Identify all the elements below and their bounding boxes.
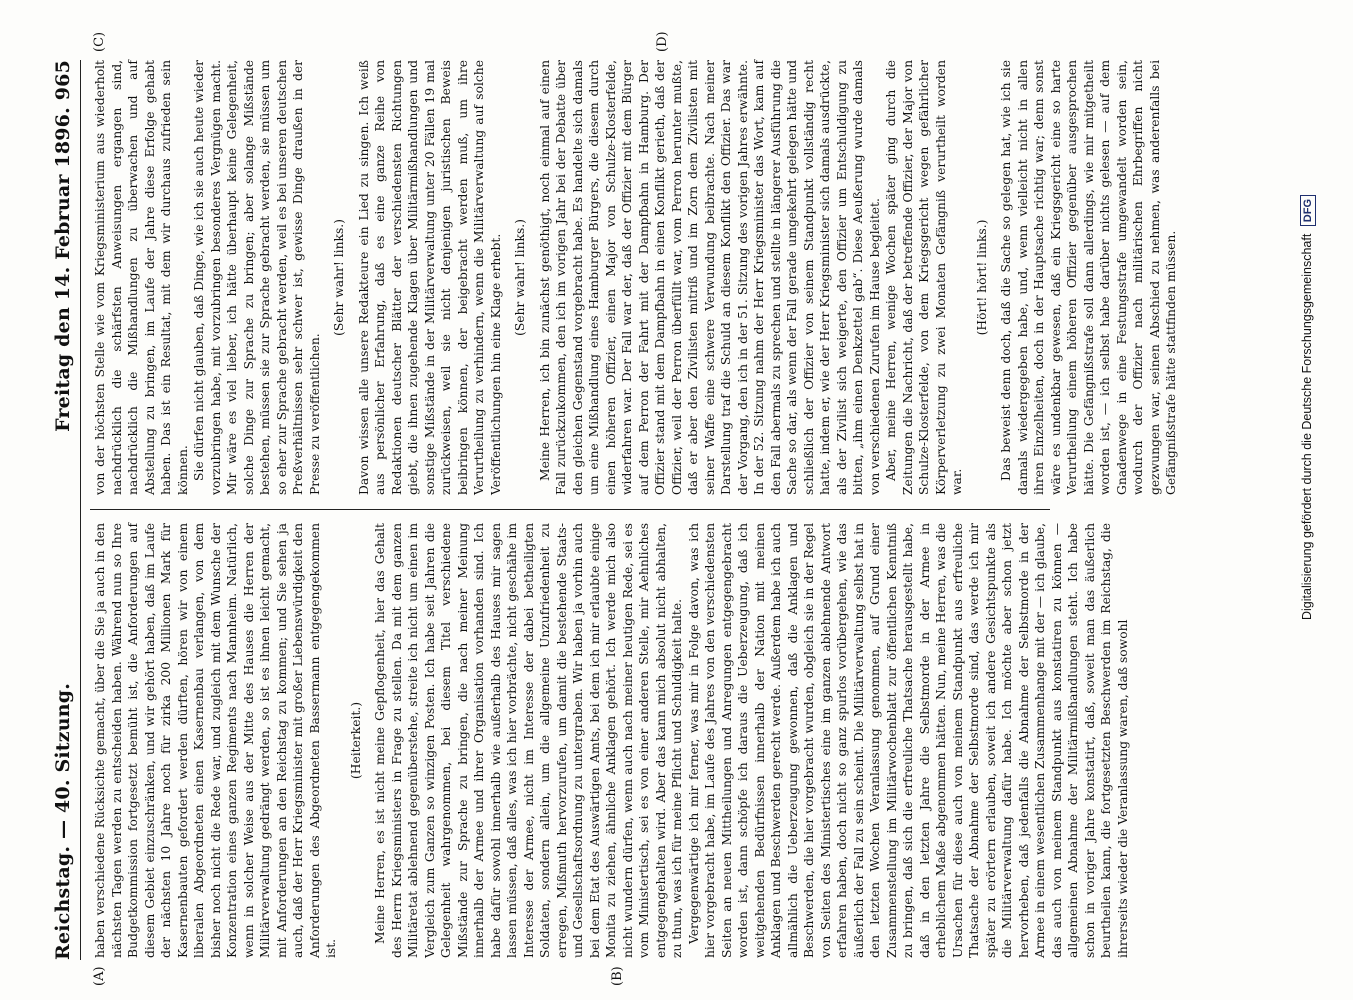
left-paragraph: Vergegenwärtige ich mir ferner, was mir in Folge davon, was ich hier vorgebracht habe, im Laufe des Jahres von den verschiedensten Seiten an neuen Mittheilungen und Anregungen entgegengebracht worden ist, dann schöpfe ich daraus die Ueberzeugung, daß ich weitgehenden Bedürfnissen innerhalb der Nation mit meinen Anklagen und Beschwerden gerecht werde. Außerdem habe ich auch allmählich die Ueberzeugung gewonnen, daß die Anklagen und Beschwerden, die hier vorgebracht wurden, obgleich sie in der Regel von Seiten des Ministertisches eine im ganzen ablehnende Antwort erfahren haben, doch nicht so ganz spurlos vorübergehen, wie das äußerlich der Fall zu sein scheint. Die Militärverwaltung selbst hat in den letzten Wochen Veranlassung genommen, auf Grund einer Zusammenstellung im Militärwochenblatt zur öffentlichen Kenntniß zu bringen, daß sich die erfreuliche Thatsache herausgestellt habe, daß in den letzten Jahre die Selbstmorde in der Armee in erheblichem Maße abgenommen hätten. Nun, meine Herren, was die Ursachen für diese auch von meinem Standpunkt aus erfreuliche Thatsache der Abnahme der Selbstmorde sind, das werde ich mir später zu erörtern erlauben, soweit ich andere Gesichtspunkte als die Militärverwaltung dafür habe. Ich möchte aber schon jetzt hervorheben, daß jedenfalls die Abnahme der Selbstmorde in der Armee in einem wesentlichen Zusammenhange mit der — ich glaube, das auch von meinem Standpunkt aus konstatiren zu können — allgemeinen Abnahme der Militärmißhandlungen steht. Ich habe schon in voriger Jahre konstatirt, daß, soweit man das äußerlich beurtheilen kann, die fortgesetzten Beschwerden im Reichstag, die ihrerseits wieder die Veranlassung waren, daß sowohl bbox=[686, 523, 1130, 958]
right-paragraph: Meine Herren, ich bin zunächst genöthigt, noch einmal auf einen Fall zurückzukommen, den ich im vorigen Jahr bei der Debatte über den gleichen Gegenstand vorgebracht habe. Es handelte sich damals um eine Mißhandlung eines Hamburger Bürgers, die diesem durch einen höheren Offizier, einen Major von Schulze-Klosterfelde, widerfahren war. Der Fall war der, daß der Offizier mit dem Bürger auf dem Perron der Fahrt mit der Dampfbahn in Hamburg. Der Offizier stand mit dem Dampfbahn in einen Konflikt gerieth, daß der Offizier, weil der Perron überfüllt war, vom Perron herunter mußte, daß er aber den Zivilisten mitriß und im Zorn dem Zivilisten mit seiner Waffe eine schwere Verwundung beibrachte. Nach meiner Darstellung traf die Schuld an diesem Konflikt den Offizier. Das war der Vorgang, den ich in der 51. Sitzung des vorigen Jahres erwähnte. In der 52. Sitzung nahm der Herr Kriegsminister das Wort, kam auf den Fall abermals zu sprechen und stellte in längerer Ausführung die Sache so dar, als wenn der Fall gerade umgekehrt gelegen hätte und schließlich der Offizier von seinem Standpunkt vollständig recht hatte, indem er, wie der Herr Kriegsminister sich damals ausdrückte, als der Zivilist sich weigerte, den Offizier um Entschuldigung zu bitten, „ihm einen Denkzettel gab“. Diese Aeußerung wurde damals von verschiedenen Zurufen im Hause begleitet. bbox=[537, 60, 882, 495]
right-paragraph: Sie dürfen nicht glauben, daß Dinge, wie ich sie auch heute wieder vorzubringen habe, mit vorzubringen besonderes Vergnügen macht. Mir wäre es viel lieber, ich hätte überhaupt keine Gelegenheit, solche Dinge zur Sprache zu bringen; aber solange Mißstände bestehen, müssen sie zur Sprache gebracht werden, sie müssen um so eher zur Sprache gebracht werden, weil es bei unseren deutschen Preßverhältnissen sehr schwer ist, gewisse Dinge draußen in der Presse zu veröffentlichen. bbox=[192, 60, 322, 495]
header-left: Reichstag. — 40. Sitzung. bbox=[52, 682, 74, 960]
right-interjection: (Hört! hört! links.) bbox=[974, 219, 989, 336]
dfg-credit bbox=[1300, 30, 1326, 620]
margin-letter-a: (A) bbox=[92, 966, 107, 986]
right-paragraph: Das beweist denn doch, daß die Sache so gelegen hat, wie ich sie damals wiedergegeben habe, und, wenn vielleicht nicht in allen ihren Einzelheiten, doch in der Hauptsache richtig war; denn sonst wäre es undenkbar gewesen, daß ein Kriegsgericht eine so harte Verurtheilung einem höheren Offizier gegenüber ausgesprochen hätte. Die Gefängnißstrafe soll dann allerdings, wie mir mitgetheilt worden ist, — ich selbst habe darüber nichts gelesen — auf dem Gnadenwege in eine Festungsstrafe umgewandelt worden sein, wodurch der Offizier nach militärischen Ehrbegriffen nicht gezwungen war, seinen Abschied zu nehmen, was anderenfalls bei Gefängnißstrafe hätte stattfinden müssen. bbox=[999, 60, 1178, 495]
right-paragraph: von der höchsten Stelle wie vom Kriegsministerium aus wiederholt nachdrücklich die schärfsten Anweisungen ergangen sind, nachdrücklich die Mißhandlungen zu überwachen und auf Abstellung zu bringen, im Laufe der Jahre diese Erfolge gehabt haben. Das ist ein Resultat, mit dem wir durchaus zufrieden sein können. bbox=[93, 60, 190, 495]
right-paragraph: Aber, meine Herren, wenige Wochen später ging durch die Zeitungen die Nachricht, daß der betreffende Offizier, der Major von Schulze-Klosterfelde, von dem Kriegsgericht wegen gefährlicher Körperverletzung zu zwei Monaten Gefängniß verurtheilt worden war. bbox=[884, 60, 964, 495]
margin-letter-b: (B) bbox=[610, 966, 625, 986]
right-column bbox=[92, 60, 1178, 495]
dfg-credit-text: Digitalisierung gefördert durch die Deutsche Forschungsgemeinschaft bbox=[1300, 233, 1314, 620]
dfg-logo: DFG bbox=[1300, 195, 1316, 226]
left-paragraph: haben verschiedene Rücksichte gemacht, über die Sie ja auch in den nächsten Tagen werden zu entscheiden haben. Während nun so Ihre Budgetkommission fortgesetzt bemüht ist, die Anforderungen auf diesem Gebiet einzuschränken, und wir gehört haben, daß im Laufe der nächsten 10 Jahre noch für zirka 200 Millionen Mark für Kasernenbauten gefordert werden dürften, hören wir von einem liberalen Abgeordneten einen Kasernenbau verlangen, von dem bisher noch nicht die Rede war, und zugleich mit dem Wunsche der Konzentration eines ganzen Regiments nach Mannheim. Natürlich, wenn in solcher Weise aus der Mitte des Hauses die Herren der Militärverwaltung gedrängt werden, so ist es ihnen leicht gemacht, mit Anforderungen an den Reichstag zu kommen; und Sie sehen ja auch, daß der Herr Kriegsminister mit großer Liebenswürdigkeit den Anforderungen des Abgeordneten Bassermann entgegengekommen ist. bbox=[93, 523, 338, 958]
left-paragraph: Meine Herren, es ist nicht meine Gepflogenheit, hier das Gehalt des Herrn Kriegsministers in Frage zu stellen. Da mit dem ganzen Militäretat ablehnend gegenüberstehe, streite ich nicht um einen im Vergleich zum Ganzen so winzigen Posten. Ich habe seit Jahren die Gelegenheit wahrgenommen, bei diesem Titel verschiedene Mißstände zur Sprache zu bringen, die nach meiner Meinung innerhalb der Armee und ihrer Organisation vorhanden sind. Ich habe dafür sowohl innerhalb wie außerhalb des Hauses mir sagen lassen müssen, daß alles, was ich hier vorbrächte, nicht geschähe im Interesse der Armee, nicht im Interesse der dabei betheiligten Soldaten, sondern allein, um die allgemeine Unzufriedenheit zu erregen, Mißmuth hervorzurufen, um damit die bestehende Staats- und Gesellschaftsordnung zu untergraben. Wir haben ja vorhin auch bei dem Etat des Auswärtigen Amts, bei dem ich mir erlaubte einige Monita zu ziehen, ähnliche Anklagen gehört. Ich werde mich also nicht wundern dürfen, wenn auch nach meiner heutigen Rede, sei es vom Ministertisch, sei es von einer anderen Stelle, mir Aehnliches entgegengehalten wird. Aber das kann mich absolut nicht abhalten, zu thun, was ich für meine Pflicht und Schuldigkeit halte. bbox=[373, 523, 684, 958]
header-rule bbox=[80, 60, 81, 960]
margin-letter-d: (D) bbox=[655, 31, 670, 52]
column-divider bbox=[90, 509, 1050, 510]
right-paragraph: Davon wissen alle unsere Redakteure ein Lied zu singen. Ich weiß aus persönlicher Erfahrung, daß es eine ganze Reihe von Redaktionen deutscher Blätter der verschiedensten Richtungen giebt, die ihnen zugehende Klagen über Militärmißhandlungen und sonstige Mißstände in der Militärverwaltung unter 20 Fällen 19 mal zurückweisen, weil sie nicht denjenigen juristischen Beweis beibringen können, der beigebracht werden muß, um ihre Verurtheilung zu verhindern, wenn die Militärverwaltung auf solche Veröffentlichungen hin eine Klage erhebt. bbox=[356, 60, 503, 495]
right-interjection: (Sehr wahr! links.) bbox=[513, 219, 527, 336]
header-right: Freitag den 14. Februar 1896. 965 bbox=[52, 60, 74, 432]
page-header bbox=[52, 60, 82, 960]
right-interjection: (Sehr wahr! links.) bbox=[332, 219, 346, 336]
left-column bbox=[92, 523, 1130, 958]
left-interjection: (Heiterkeit.) bbox=[348, 701, 363, 780]
margin-letter-c: (C) bbox=[92, 31, 107, 52]
